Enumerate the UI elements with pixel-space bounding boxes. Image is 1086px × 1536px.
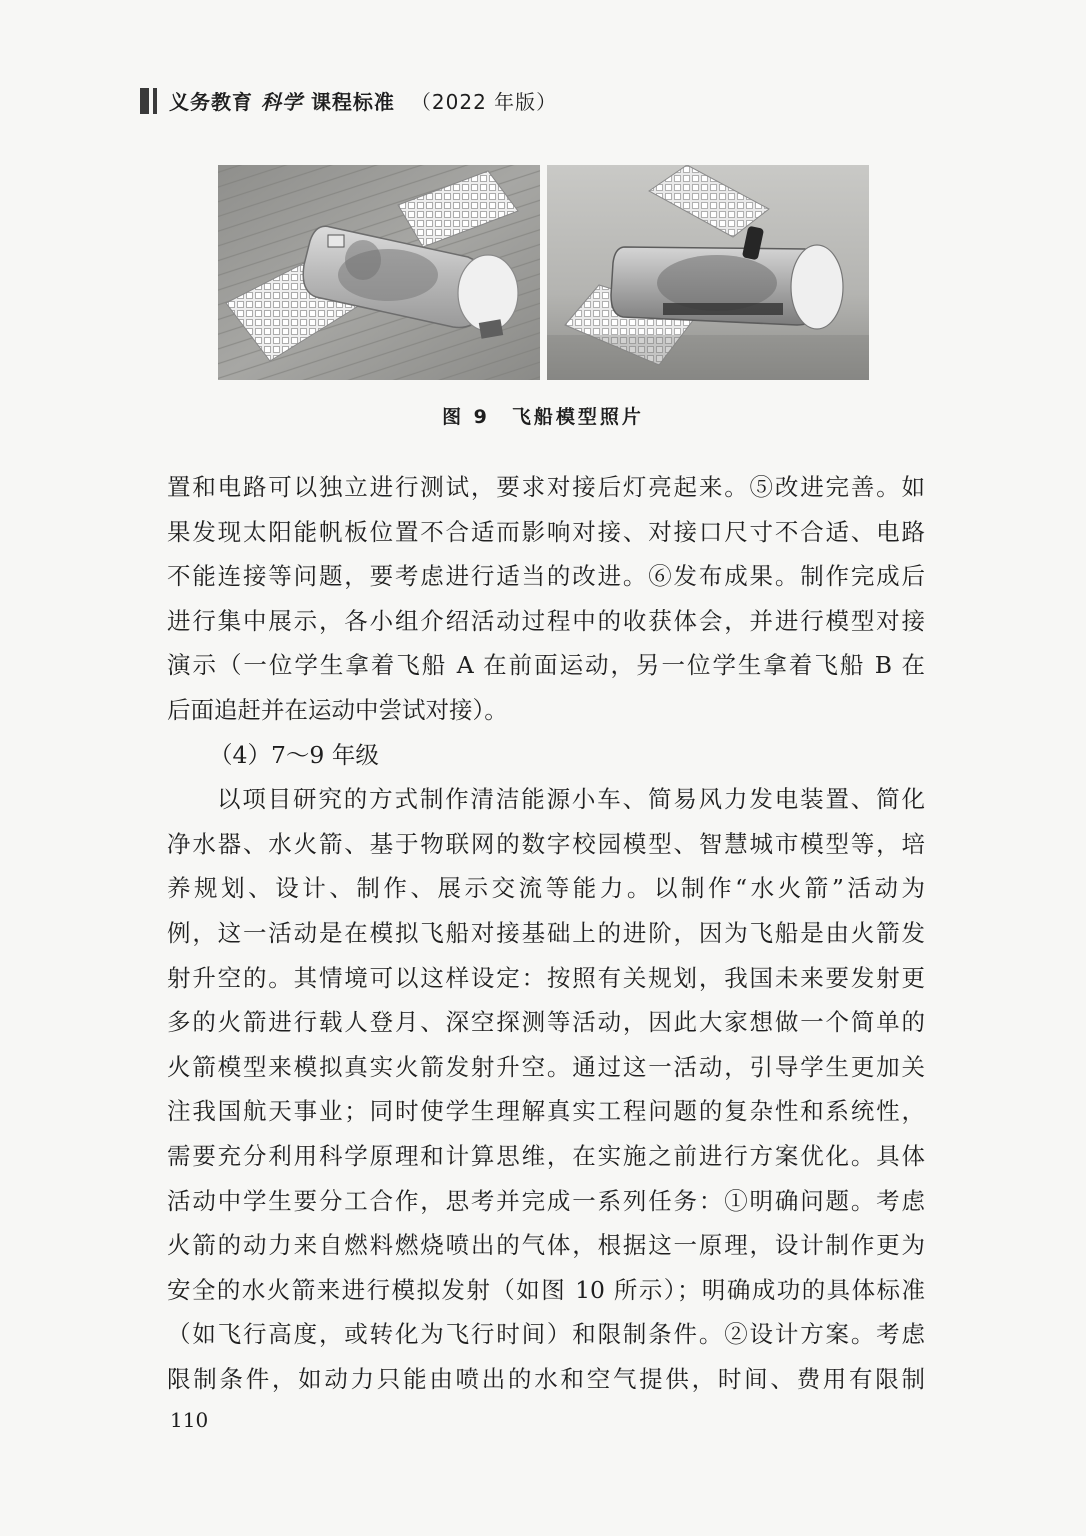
text-line: 需要充分利用科学原理和计算思维，在实施之前进行方案优化。具体 [167, 1141, 925, 1170]
figure-caption-text: 飞船模型照片 [511, 406, 644, 428]
text-line: 限制条件，如动力只能由喷出的水和空气提供，时间、费用有限制 [167, 1364, 925, 1393]
text-line: 养规划、设计、制作、展示交流等能力。以制作“水火箭”活动为 [167, 874, 925, 903]
text-line: 净水器、水火箭、基于物联网的数字校园模型、智慧城市模型等，培 [167, 829, 925, 858]
text-line: 后面追赶并在运动中尝试对接）。 [167, 695, 508, 724]
running-header [140, 86, 557, 115]
figure-caption [0, 402, 1086, 429]
body-text [167, 465, 925, 1401]
figure-number: 图 9 [442, 406, 490, 428]
text-line: 射升空的。其情境可以这样设定：按照有关规划，我国未来要发射更 [167, 963, 925, 992]
text-line: 果发现太阳能帆板位置不合适而影响对接、对接口尺寸不合适、电路 [167, 517, 925, 546]
text-line: 安全的水火箭来进行模拟发射（如图 10 所示）；明确成功的具体标准 [167, 1275, 925, 1304]
text-line: 注我国航天事业；同时使学生理解真实工程问题的复杂性和系统性， [167, 1097, 925, 1126]
text-line: （如飞行高度，或转化为飞行时间）和限制条件。②设计方案。考虑 [167, 1320, 925, 1349]
spacecraft-photo-right [547, 165, 869, 380]
text-line: 火箭的动力来自燃料燃烧喷出的气体，根据这一原理，设计制作更为 [167, 1231, 925, 1260]
header-title-italic: 科学 [260, 90, 303, 114]
header-title-part1: 义务教育 [169, 90, 253, 114]
text-line: 置和电路可以独立进行测试，要求对接后灯亮起来。⑤改进完善。如 [167, 473, 925, 501]
text-line: 火箭模型来模拟真实火箭发射升空。通过这一活动，引导学生更加关 [167, 1052, 925, 1081]
text-line: 演示（一位学生拿着飞船 A 在前面运动，另一位学生拿着飞船 B 在 [167, 651, 925, 680]
text-line: 多的火箭进行载人登月、深空探测等活动，因此大家想做一个简单的 [167, 1008, 925, 1037]
header-edition: （2022 年版） [410, 90, 558, 114]
text-line: 例，这一活动是在模拟飞船对接基础上的进阶，因为飞船是由火箭发 [167, 918, 925, 947]
header-bar-marks [140, 88, 157, 114]
figure-spacecraft-photos [218, 165, 869, 380]
header-title-part2: 课程标准 [310, 90, 395, 114]
text-line: 活动中学生要分工合作，思考并完成一系列任务：①明确问题。考虑 [167, 1186, 925, 1215]
text-line: 进行集中展示，各小组介绍活动过程中的收获体会，并进行模型对接 [167, 606, 925, 635]
page-number: 110 [170, 1408, 209, 1432]
header-title [169, 86, 557, 115]
spacecraft-photo-left [218, 165, 540, 380]
section-heading: （4）7～9 年级 [209, 740, 379, 769]
text-line: 不能连接等问题，要考虑进行适当的改进。⑥发布成果。制作完成后 [167, 562, 925, 591]
text-line: 以项目研究的方式制作清洁能源小车、简易风力发电装置、简化 [217, 785, 925, 814]
